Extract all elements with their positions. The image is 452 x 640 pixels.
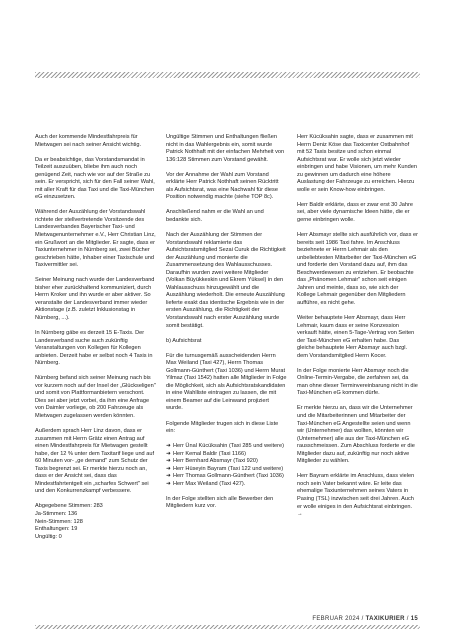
arrow-right-icon: ➜ [166,480,171,487]
paragraph: In Nürnberg gäbe es derzeit 15 E-Taxis. Der Landesverband suche auch zukünftig Veranstaltungen von Kollegen für Kollegen anbieten. Derzeit habe er selbst noch 4 Taxis in Nürnberg. [35,330,153,367]
vote-results [35,503,156,541]
paragraph: Außerdem sprach Herr Linz davon, dass er zusammen mit Herrn Grätz einen Antrag auf einen Mindestfahrpreis für Mietwagen gestellt habe, der 12 % unter dem Taxitarif liege und auf 60 Minuten vor- „ge demand" zum Schutz der Taxis begrenzt sei. Er merkte hierzu noch an, dass er der Ansicht sei, dass das Mindestfahrtentgelt ein „scharfes Schwert" sei und den Konkurrenzkampf verbessere. [35,428,154,495]
issue-date: FEBRUAR 2024 [312,616,360,622]
paragraph: In der Folge monierte Herr Absmayr noch die Online-Termin-Vergabe, die zerfahren sei, da man ohne dieser Terminvereinbarung nicht in die Taxi-München eG kommen dürfe. [297,367,418,397]
paragraph: Herr Kücüksahin sagte, dass er zusammen mit Herrn Deniz Köse das Taxicenter Ostbahnhof mit 52 Taxis besitze und schon einmal Aufsichtsrat war. Er wolle sich jetzt wieder einbringen und habe Visionen, um mehr Kunden zu gewinnen um dadurch eine höhere Auslastung der Fahrzeuge zu erreichen. Hierzu wolle er sein Know-how einbringen. [297,134,417,193]
list-item [166,481,287,489]
footer-separator: / [361,616,364,622]
vote-line: Ungültig: 0 [35,533,62,540]
arrow-right-icon: ➜ [166,465,171,472]
paragraph: Seiner Meinung nach wurde der Landesverband bisher eher zurückhaltend kommuniziert, durch Herrn Kroker und ihn wurde er aber aktiver. So veranstalte der Landesverband immer wieder Aktionstage (z.B. zuletzt Inklusionstag in Nürnberg, ...). [35,277,155,321]
paragraph: Auch der kommende Mindestfahrpreis für Mietwagen sei nach seiner Ansicht wichtig. [35,134,142,148]
paragraph: Nürnberg befand sich seiner Meinung nach bis vor kurzem noch auf der Insel der „Glückseligen" und somit von Plattformanbietern verschont. Dies sei aber jetzt vorbei, da ihm eine Anfrage von Daimler vorliege, ob 200 Fahrzeuge als Mietwagen zugelassen werden könnten. [35,375,156,419]
paragraph: Da er beabsichtige, das Vorstandsmandat in Teilzeit auszuüben, bliebe ihm auch noch genügend Zeit, nach wie vor auf der Straße zu sein. Er verspricht, sich für den Fall seiner Wahl, mit aller Kraft für das Taxi und die Taxi-München eG einzusetzen. [35,156,155,201]
list-item [166,451,287,459]
column-2 [166,134,287,518]
paragraph: In der Folge stellten sich alle Bewerber den Mitgliedern kurz vor. [166,495,274,510]
list-item-text: Herr Kemal Baldir (Taxi 1166) [173,450,246,457]
arrow-right-icon: ➜ [166,458,171,465]
list-item-text: Herr Hüseyin Bayram (Taxi 122 und weitere) [173,465,284,472]
arrow-right-icon: ➜ [166,443,171,450]
vote-line: Nein-Stimmen: 128 [35,518,83,525]
column-3 [297,134,418,526]
paragraph [297,473,418,518]
column-1 [35,134,156,541]
list-item [166,443,287,451]
top-hatch-rule [35,72,420,78]
paragraph: Herr Absmayr stellte sich ausführlich vor, dass er bereits seit 1986 Taxi fahre. Im Anschluss beziehnete er Herrn Lehmair als den unbeliebtesten Mitarbeiter der Taxi-München eG und forderte den Vorstand dazu auf, ihm das Beschwerdewesen zu entziehen. Er beobachte das „Phänomen Lehmair" schon seit einigen Jahren und meinte, dass so, wie sich der Kollege Lehmair gegenüber den Mitgliedern aufführe, es nicht gehe. [297,232,418,306]
paragraph: Vor der Annahme der Wahl zum Vorstand erklärte Herr Patrick Nothhaft seinen Rücktritt als Aufsichtsrat, was eine Nachwahl für diese Position notwendig machte (siehe TOP 8c). [166,171,279,201]
list-item-text: Herr Bernhard Absmayr (Taxi 920) [173,458,258,465]
vote-line: Ja-Stimmen: 136 [35,511,78,518]
vote-line: Enthaltungen: 19 [35,526,78,533]
list-item-text: Herr Thomas Gollmann-Günthert (Taxi 1036) [173,473,284,480]
paragraph: Weiter behauptete Herr Absmayr, dass Herr Lehmair, kaum dass er seine Konzession verkauft hätte, einen 5-Tage-Vertrag von Seiten der Taxi-München eG erhalten habe. Das gleiche behauptete Herr Absmayr auch bzgl. dem Vorstandsmitglied Herrn Kocer. [297,314,415,359]
continue-arrow-icon: → [297,511,303,518]
paragraph: Anschließend nahm er die Wahl an und bedankte sich. [166,209,264,223]
page-footer [312,616,418,622]
paragraph: Für die turnusgemäß ausscheidenden Herrn Max Weiland (Taxi 427), Herrn Thomas Gollmann-Günthert (Taxi 1036) und Herrn Murat Yilmaz (Taxi 1542) hatten alle Mitglieder in Folge die Möglichkeit, sich als Aufsichtsratskandidaten in eine Wahlliste eintragen zu lassen, die mit einem Beamer auf die Leinwand projiziert wurde. [166,352,287,412]
candidate-list [166,443,287,488]
section-heading: b) Aufsichtsrat [166,337,202,344]
magazine-name: TAXIKURIER [365,616,405,622]
page-number: 15 [410,616,418,622]
paragraph: Ungültige Stimmen und Enthaltungen fließen nicht in das Wahlergebnis ein, somit wurde Patrick Nothhaft mit der einfachen Mehrheit von 136:128 Stimmen zum Vorstand gewählt. [166,134,285,163]
paragraph: Während der Auszählung der Vorstandswahl richtete der stellvertretende Vorsitzende des Landesverbandes Bayerischer Taxi- und Mietwagenunternehmer e.V., Herr Christian Linz, ein Grußwort an die Mitglieder. Er sagte, dass er Taxiunternehmer in Nürnberg sei, zwei Bücher geschrieben hätte, Inhaber einer Taxischule und Taxivermittler sei. [35,209,156,269]
list-item-text: Herr Max Weiland (Taxi 427). [173,480,246,487]
vote-line: Abgegebene Stimmen: 283 [35,503,103,510]
paragraph: Herr Baldir erklärte, dass er zwar erst 30 Jahre sei, aber viele dynamische Ideen hätte, die er gerne einbringen wolle. [297,201,413,223]
arrow-right-icon: ➜ [166,450,171,457]
list-item-text: Herr Ünal Kücüksahin (Taxi 285 und weitere) [173,443,284,450]
paragraph: Nach der Auszählung der Stimmen der Vorstandswahl reklamierte das Aufsichtsratsmitglied Sezai Curuk die Richtigkeit der Auszählung und monierte die Zusammensetzung des Wahlausschusses. Daraufhin wurden zwei weitere Mitglieder (Volkan Büyükkeskin und Ekrem Yüksel) in den Wahlausschuss hinzugewählt und die Auszählung wiederholt. Die erneute Auszählung lieferte exakt das identische Ergebnis wie in der ersten Auszählung, die Richtigkeit der Vorstandswahl nach erster Auszählung wurde somit bestätigt. [166,231,286,329]
list-item [166,458,287,466]
footer-separator: / [406,616,409,622]
list-item [166,466,287,474]
list-item [166,473,287,481]
arrow-right-icon: ➜ [166,473,171,480]
paragraph: Folgende Mitglieder trugen sich in diese Liste ein: [166,420,279,435]
paragraph-text: Herr Bayram erklärte im Anschluss, dass vielen noch sein Vater bekannt wäre. Er leite das ehemalige Taxiunternehmen seines Vaters in Pasing (TSL) inzwischen seit drei Jahren. Auch er wolle einiges in den Aufsichtsrat einbringen. [297,473,415,510]
bottom-hatch-rule [35,625,420,629]
paragraph: Er merkte hierzu an, dass wir die Unternehmer und die Mitarbeiterinnen und Mitarbeiter der Taxi-München eG Angestellte seien und wenn wir (Unternehmer) das wollten, könnten wir (Unternehmer) alle aus der Taxi-München eG rausschmeissen. Zum Abschluss forderte er die Mitglieder dazu auf, zukünftig nur noch aktive Mitglieder zu wählen. [297,405,415,465]
